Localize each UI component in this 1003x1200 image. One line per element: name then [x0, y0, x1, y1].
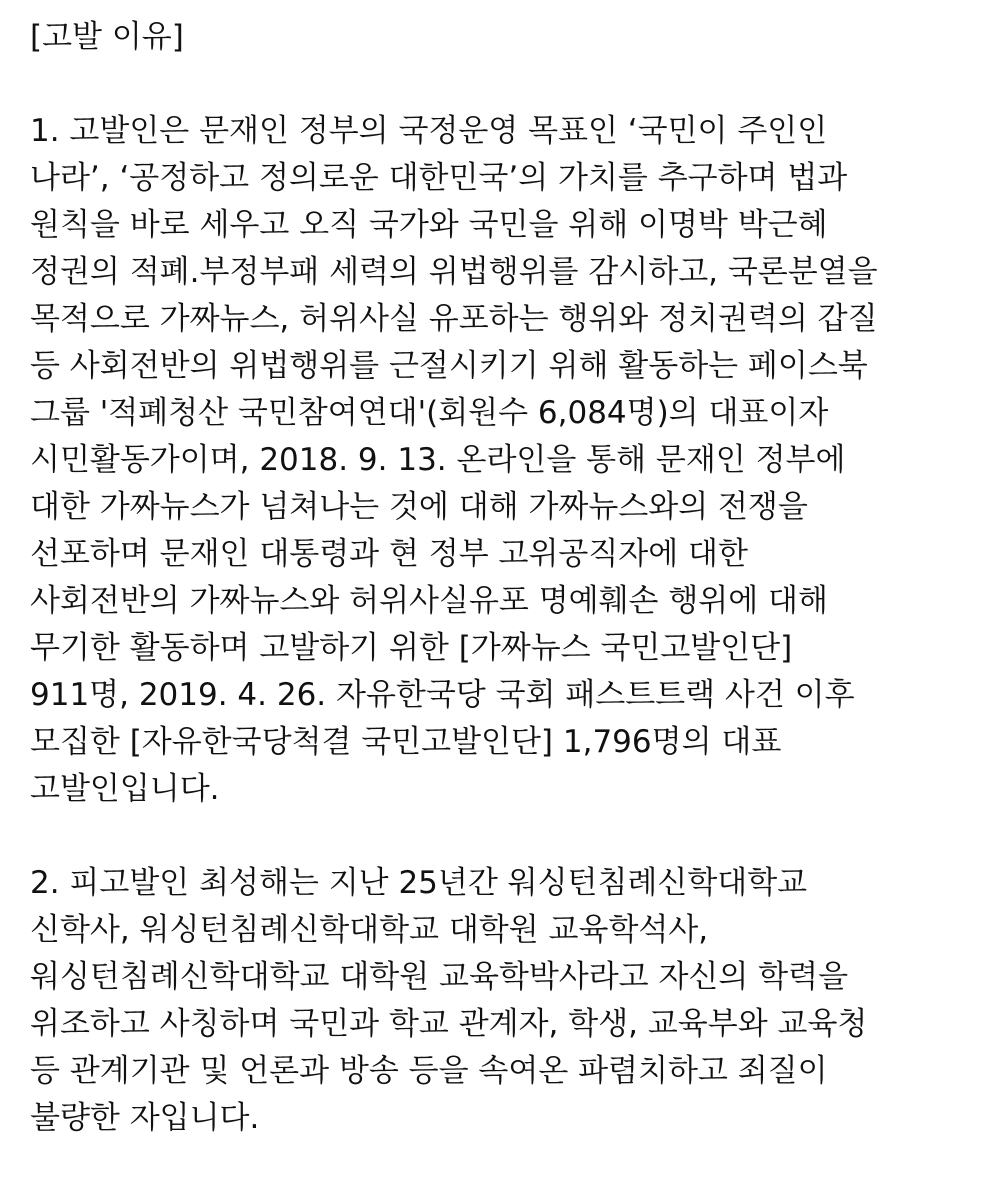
section-1-line: 대한 가짜뉴스가 넘쳐나는 것에 대해 가짜뉴스와의 전쟁을 [30, 489, 808, 525]
document-body [30, 14, 990, 1142]
section-2-line: 신학사, 워싱턴침례신학대학교 대학원 교육학석사, [30, 912, 709, 948]
section-1-line: 선포하며 문재인 대통령과 현 정부 고위공직자에 대한 [30, 536, 748, 572]
section-1-line: 원칙을 바로 세우고 오직 국가와 국민을 위해 이명박 박근혜 [30, 207, 828, 243]
section-2-line: 위조하고 사칭하며 국민과 학교 관계자, 학생, 교육부와 교육청 [30, 1006, 868, 1042]
section-2-line: 불량한 자입니다. [30, 1100, 260, 1136]
section-1-line: 1. 고발인은 문재인 정부의 국정운영 목표인 ‘국민이 주인인 [30, 113, 828, 149]
paragraph-spacer [30, 61, 990, 108]
section-1-line: 911명, 2019. 4. 26. 자유한국당 국회 패스트트랙 사건 이후 [30, 677, 855, 713]
section-1-line: 나라’, ‘공정하고 정의로운 대한민국’의 가치를 추구하며 법과 [30, 160, 848, 196]
section-1-line: 사회전반의 가짜뉴스와 허위사실유포 명예훼손 행위에 대해 [30, 583, 828, 619]
section-1-line: 등 사회전반의 위법행위를 근절시키기 위해 활동하는 페이스북 [30, 348, 868, 384]
section-1-line: 그룹 '적폐청산 국민참여연대'(회원수 6,084명)의 대표이자 [30, 395, 829, 431]
section-1-line: 정권의 적폐.부정부패 세력의 위법행위를 감시하고, 국론분열을 [30, 254, 878, 290]
paragraph-spacer [30, 813, 990, 860]
section-1-line: 무기한 활동하며 고발하기 위한 [가짜뉴스 국민고발인단] [30, 630, 793, 666]
section-1-line: 모집한 [자유한국당척결 국민고발인단] 1,796명의 대표 [30, 724, 782, 760]
section-1-line: 목적으로 가짜뉴스, 허위사실 유포하는 행위와 정치권력의 갑질 [30, 301, 878, 337]
section-1 [30, 108, 990, 813]
document-heading: [고발 이유] [30, 19, 184, 55]
section-1-line: 고발인입니다. [30, 771, 220, 807]
section-2-line: 워싱턴침례신학대학교 대학원 교육학박사라고 자신의 학력을 [30, 959, 849, 995]
section-2-line: 등 관계기관 및 언론과 방송 등을 속여온 파렴치하고 죄질이 [30, 1053, 828, 1089]
section-1-line: 시민활동가이며, 2018. 9. 13. 온라인을 통해 문재인 정부에 [30, 442, 846, 478]
section-2 [30, 860, 990, 1142]
section-2-line: 2. 피고발인 최성해는 지난 25년간 워싱턴침례신학대학교 [30, 865, 808, 901]
